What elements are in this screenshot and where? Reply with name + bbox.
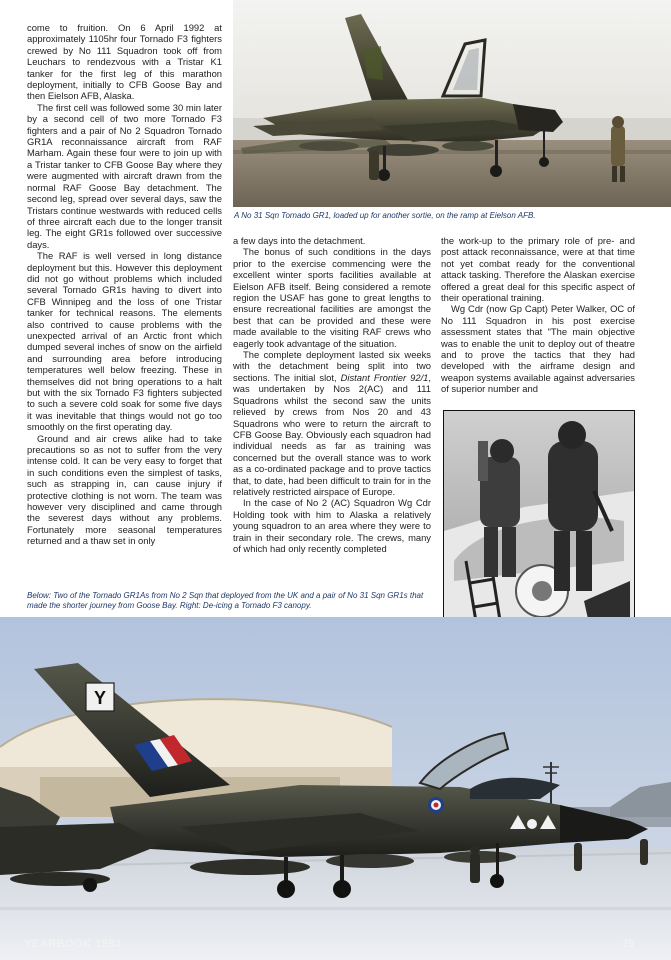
col3-paragraph: the work-up to the primary role of pre- and post attack reconnaissance, were at that time not yet combat ready for the conventional attack tasking. Therefore the Alaskan exercise offered a great deal for this specific aspect of their operational training.: [441, 235, 635, 304]
photo-deicing-canopy: [443, 410, 635, 647]
publication-footer: YEARBOOK 1993: [24, 938, 122, 950]
article-column-2: [233, 235, 431, 583]
col2-paragraph: The bonus of such conditions in the days prior to the exercise commencing were the excellent winter sports facilities available at Eielson AFB itself. Being considered a remote region the USAF has gone to great lengths to ensure recreational facilities are amongst the best that can be provided and these were made available to the visiting RAF crews who eagerly took advantage of the situation.: [233, 246, 431, 349]
col1-paragraph: Ground and air crews alike had to take precautions so as not to suffer from the very intense cold. It can be very easy to forget that in such conditions even the simplest of tasks, such as strapping in, can cause injury if protective clothing is not worn. The team was however very disciplined and came through the severest days without any problems. Fortunately more seasonal temperatures returned and a thaw set in only: [27, 432, 222, 547]
photo-tornado-gr1-ramp-image: [233, 0, 671, 207]
exercise-name-italic: Distant Frontier 92/1: [340, 371, 429, 383]
col1-paragraph: come to fruition. On 6 April 1992 at approximately 1105hr four Tornado F3 fighters crewed by No 111 Squadron took off from Leuchars to rendezvous with a Tristar K1 tanker for the first leg of this marathon deployment, initially to CFB Goose Bay and then Eielson AFB, Alaska.: [27, 22, 222, 102]
caption-bottom-photos: Below: Two of the Tornado GR1As from No 2 Sqn that deployed from the UK and a pair of No 31 Sqn GR1s that made the shorter journey from Goose Bay. Right: De-icing a Tornado F3 canopy.: [27, 591, 424, 610]
article-column-1: [27, 22, 222, 594]
photo-tornado-gr1as-snow-image: [0, 617, 671, 960]
photo-tornado-gr1-ramp: [233, 0, 671, 207]
col1-paragraph: The first cell was followed some 30 min later by a second cell of two more Tornado F3 fighters and a pair of No 2 Squadron Tornado GR1A reconnaissance aircraft from RAF Marham. Again these four were to join up with a Tristar tanker to CFB Goose Bay where they were augmented with aircraft drawn from the normal RAF Goose Bay detachment. The second leg, spread over several days, saw the Tristars continue westwards with reduced cells of three aircraft each due to the longer transit leg. The eight GR1s followed over successive days.: [27, 101, 222, 250]
article-column-3: [441, 235, 635, 395]
col3-paragraph: Wg Cdr (now Gp Capt) Peter Walker, OC of No 111 Squadron in his post exercise assessment states that "The main objective was to enable the unit to deploy out of theatre and to prove the tactics that they had developed with the airframe design and weapon systems available against adversaries of superior number and: [441, 303, 635, 395]
col2-paragraph: a few days into the detachment.: [233, 235, 366, 246]
col2-text-before-italic: The complete deployment lasted six weeks with the detachment being split into two sections. The initial slot,: [233, 349, 431, 383]
col1-paragraph: The RAF is well versed in long distance deployment but this. However this deployment did not go without problems which included several Tornado GR1s having to divert into CFB Winnipeg and the loss of one Tristar tanker for technical reasons. The elements also contrived to cause problems with the unexpected arrival of an Arctic front which dumped several inches of snow on the airfield and surrounding area before introducing temperatures well below freezing. These in themselves did not bring operations to a halt but with the six Tornado F3 fighters subjected to such a severe cold soak for some five days it was inevitable that things would not go too smoothly on the first operating day.: [27, 250, 222, 433]
caption-top-photo: A No 31 Sqn Tornado GR1, loaded up for another sortie, on the ramp at Eielson AFB.: [234, 211, 536, 220]
tail-code-letter: Y: [93, 688, 107, 708]
photo-tornado-gr1as-snow: [0, 617, 671, 960]
col2-paragraph: In the case of No 2 (AC) Squadron Wg Cdr Holding took with him to Alaska a relatively young squadron to an area where they were to train in their secondary role. The crews, many of which had only recently completed: [233, 497, 431, 554]
page-number: 79: [622, 938, 635, 950]
col2-paragraph: [233, 349, 431, 497]
col2-text-after-italic: , was undertaken by Nos 2(AC) and 111 Squadrons whilst the second saw the units relieved by crews from Nos 20 and 43 Squadrons who were to return the aircraft to CFB Goose Bay. Obviously each squadron had individual needs as far as training was concerned but the overall stance was to work as a co-ordinated package and to prove tactics that, to date, had been difficult to train for in the relatively restricted airspace of Europe.: [233, 371, 431, 497]
photo-deicing-canopy-image: [444, 411, 634, 646]
